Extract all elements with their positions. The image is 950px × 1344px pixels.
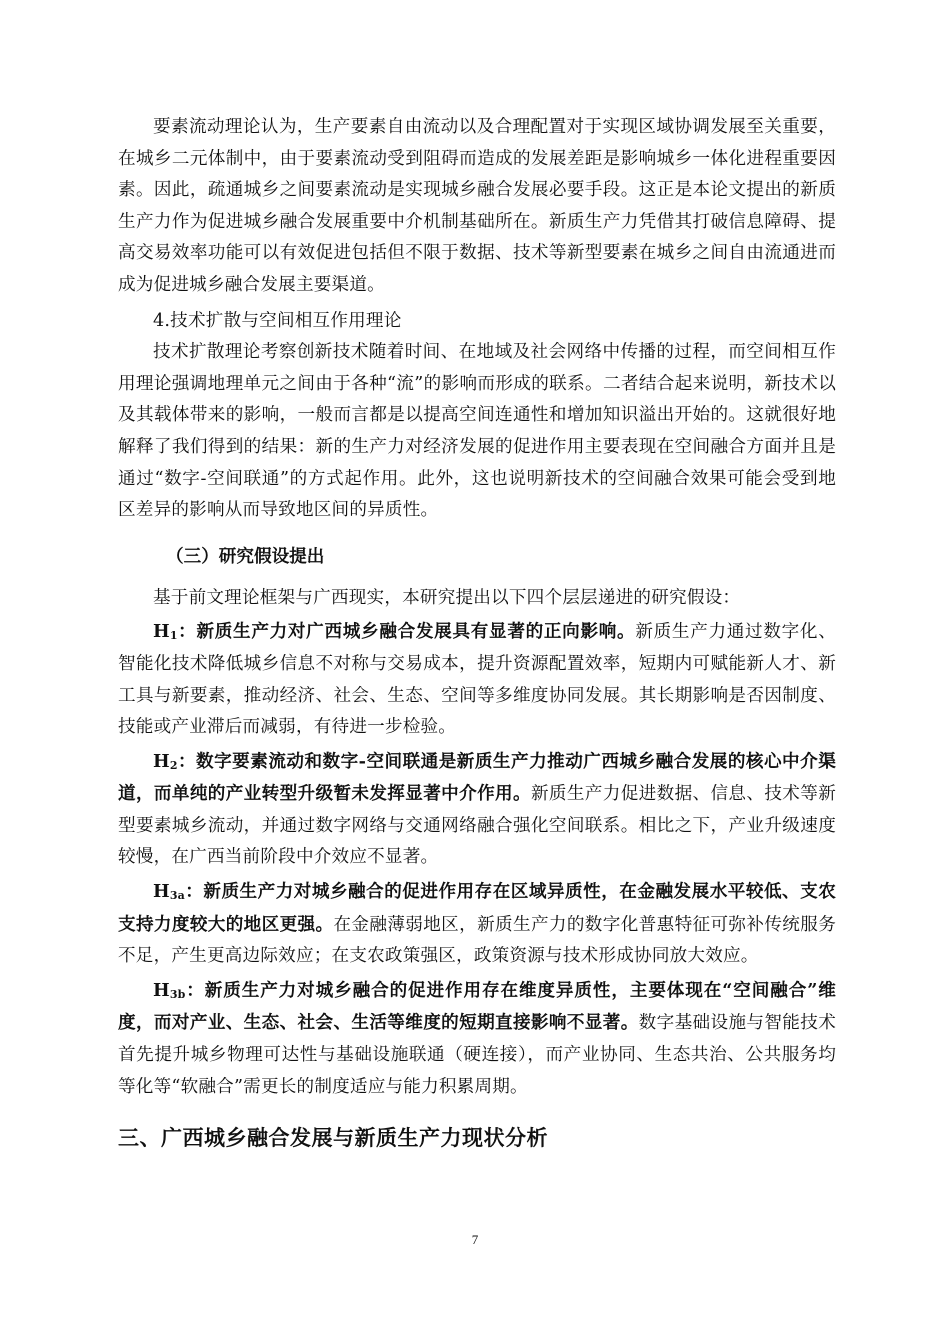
hypothesis-h3a [118, 876, 836, 973]
paragraph-factor-flow: 要素流动理论认为，生产要素自由流动以及合理配置对于实现区域协调发展至关重要，在城乡二元体制中，由于要素流动受到阻碍而造成的发展差距是影响城乡一体化进程重要因素。因此，疏通城乡之间要素流动是实现城乡融合发展必要手段。这正是本论文提出的新质生产力作为促进城乡融合发展重要中介机制基础所在。新质生产力凭借其打破信息障碍、提高交易效率功能可以有效促进包括但不限于数据、技术等新型要素在城乡之间自由流通进而成为促进城乡融合发展主要渠道。 [118, 117, 836, 295]
page-number: 7 [471, 1232, 479, 1247]
hypothesis-h3a-label: $H_{3a}$：新质生产力对城乡融合的促进作用存在区域异质性，在金融发展水平较低、支农支持力度较大的地区更强。 [118, 881, 836, 935]
paragraph-hypotheses-intro: 基于前文理论框架与广西现实，本研究提出以下四个层层递进的研究假设： [153, 587, 741, 608]
page-body [118, 112, 836, 1155]
hypothesis-h3b [118, 975, 836, 1103]
hypothesis-h2-body: 新质生产力促进数据、信息、技术等新型要素城乡流动，并通过数字网络与交通网络融合强化空间联系。相比之下，产业升级速度较慢，在广西当前阶段中介效应不显著。 [118, 784, 836, 868]
subsection-title-tech-diffusion: 4.技术扩散与空间相互作用理论 [153, 310, 402, 331]
subheading-hypotheses: （三）研究假设提出 [166, 545, 325, 567]
paragraph-tech-diffusion: 技术扩散理论考察创新技术随着时间、在地域及社会网络中传播的过程，而空间相互作用理论强调地理单元之间由于各种“流”的影响而形成的联系。二者结合起来说明，新技术以及其载体带来的影响，一般而言都是以提高空间连通性和增加知识溢出开始的。这就很好地解释了我们得到的结果：新的生产力对经济发展的促进作用主要表现在空间融合方面并且是通过“数字-空间联通”的方式起作用。此外，这也说明新技术的空间融合效果可能会受到地区差异的影响从而导致地区间的异质性。 [118, 342, 836, 521]
hypothesis-h3b-body: 数字基础设施与智能技术首先提升城乡物理可达性与基础设施联通（硬连接），而产业协同、生态共治、公共服务均等化等“软融合”需更长的制度适应与能力积累周期。 [118, 1013, 837, 1097]
section-heading-status-analysis: 三、广西城乡融合发展与新质生产力现状分析 [118, 1126, 548, 1151]
hypothesis-h3a-body: 在金融薄弱地区，新质生产力的数字化普惠特征可弥补传统服务不足，产生更高边际效应；在支农政策强区，政策资源与技术形成协同放大效应。 [118, 914, 836, 967]
hypothesis-h3b-label: $H_{3b}$：新质生产力对城乡融合的促进作用存在维度异质性，主要体现在“空间融合”维度，而对产业、生态、社会、生活等维度的短期直接影响不显著。 [118, 979, 836, 1034]
hypothesis-h2 [118, 746, 836, 874]
hypothesis-h1 [118, 616, 836, 743]
hypothesis-h1-label: $H_1$：新质生产力对广西城乡融合发展具有显著的正向影响。 [153, 621, 636, 643]
hypothesis-h2-label: $H_2$：数字要素流动和数字-空间联通是新质生产力推动广西城乡融合发展的核心中介渠道，而单纯的产业转型升级暂未发挥显著中介作用。 [118, 750, 836, 805]
hypothesis-h1-body: 新质生产力通过数字化、智能化技术降低城乡信息不对称与交易成本，提升资源配置效率，短期内可赋能新人才、新工具与新要素，推动经济、社会、生态、空间等多维度协同发展。其长期影响是否因制度、技能或产业滞后而减弱，有待进一步检验。 [118, 622, 836, 738]
